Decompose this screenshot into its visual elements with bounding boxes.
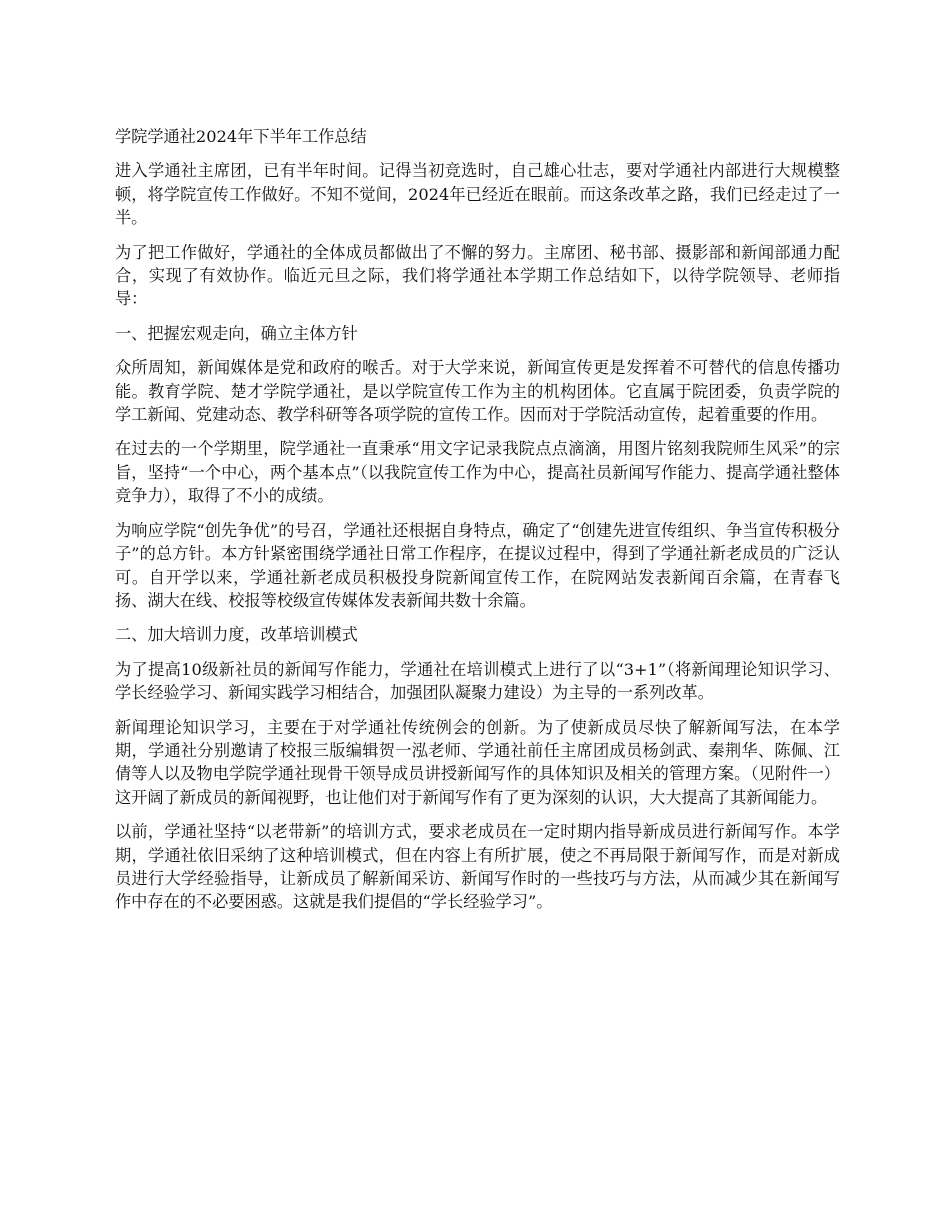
paragraph-mentoring: 以前，学通社坚持“以老带新”的培训方式，要求老成员在一定时期内指导新成员进行新闻写作。本学期，学通社依旧采纳了这种培训模式，但在内容上有所扩展，使之不再局限于新闻写作，而是对新成员进行大学经验指导，让新成员了解新闻采访、新闻写作时的一些技巧与方法，从而减少其在新闻写作中存在的不必要困惑。这就是我们提倡的“学长经验学习”。 (115, 822, 840, 912)
document-title: 学院学通社2024年下半年工作总结 (115, 127, 367, 146)
paragraph-effort: 为了把工作做好，学通社的全体成员都做出了不懈的努力。主席团、秘书部、摄影部和新闻部通力配合，实现了有效协作。临近元旦之际，我们将学通社本学期工作总结如下，以待学院领导、老师指导： (115, 242, 840, 309)
paragraph-media-role: 众所周知，新闻媒体是党和政府的喉舌。对于大学来说，新闻宣传更是发挥着不可替代的信息传播功能。教育学院、楚才学院学通社，是以学院宣传工作为主的机构团体。它直属于院团委，负责学院的学工新闻、党建动态、教学科研等各项学院的宣传工作。因而对于学院活动宣传，起着重要的作用。 (115, 358, 840, 425)
paragraph-theory-learning: 新闻理论知识学习，主要在于对学通社传统例会的创新。为了使新成员尽快了解新闻写法，在本学期，学通社分别邀请了校报三版编辑贺一泓老师、学通社前任主席团成员杨剑武、秦荆华、陈佩、江倩等人以及物电学院学通社现骨干领导成员讲授新闻写作的具体知识及相关的管理方案。（见附件一）这开阔了新成员的新闻视野，也让他们对于新闻写作有了更为深刻的认识，大大提高了其新闻能力。 (115, 717, 840, 807)
paragraph-training-reform: 为了提高10级新社员的新闻写作能力，学通社在培训模式上进行了以“3+1”（将新闻理论知识学习、学长经验学习、新闻实践学习相结合，加强团队凝聚力建设）为主导的一系列改革。 (115, 659, 840, 703)
section-heading-2: 二、加大培训力度，改革培训模式 (115, 625, 358, 645)
paragraph-past-semester: 在过去的一个学期里，院学通社一直秉承“用文字记录我院点点滴滴，用图片铭刻我院师生风采”的宗旨，坚持“一个中心，两个基本点”（以我院宣传工作为中心，提高社员新闻写作能力、提高学通社整体竞争力），取得了不小的成绩。 (115, 439, 840, 506)
document-page (115, 125, 840, 925)
section-heading-1: 一、把握宏观走向，确立主体方针 (115, 323, 358, 343)
paragraph-intro: 进入学通社主席团，已有半年时间。记得当初竞选时，自己雄心壮志，要对学通社内部进行大规模整顿，将学院宣传工作做好。不知不觉间，2024年已经近在眼前。而这条改革之路，我们已经走过了一半。 (115, 161, 840, 228)
paragraph-policy: 为响应学院“创先争优”的号召，学通社还根据自身特点，确定了“创建先进宣传组织、争当宣传积极分子”的总方针。本方针紧密围绕学通社日常工作程序，在提议过程中，得到了学通社新老成员的广泛认可。自开学以来，学通社新老成员积极投身院新闻宣传工作，在院网站发表新闻百余篇，在青春飞扬、湖大在线、校报等校级宣传媒体发表新闻共数十余篇。 (115, 520, 840, 610)
